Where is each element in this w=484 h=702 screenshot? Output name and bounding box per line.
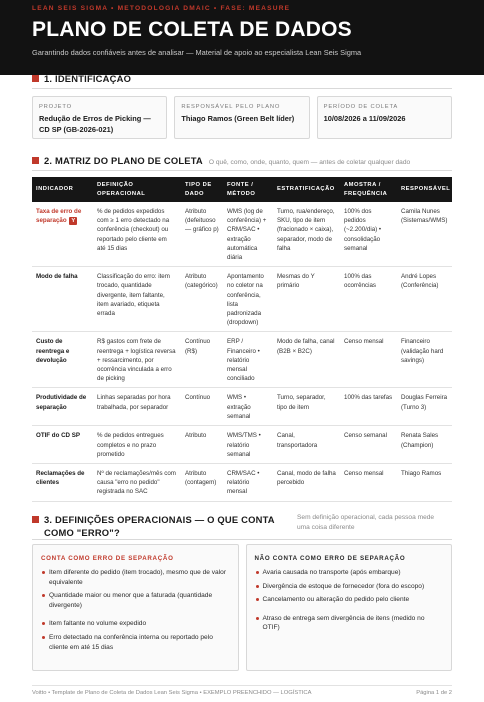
table-row: [32, 202, 452, 267]
type-cell: Atributo (categórico): [181, 267, 223, 332]
definition-cell: Nº de reclamações/mês com causa "erro no pedido" registrada no SAC: [93, 464, 181, 502]
indicator-cell: [32, 202, 93, 267]
panel-title: CONTA COMO ERRO DE SEPARAÇÃO: [41, 555, 174, 562]
source-cell: WMS (log de conferência) + CRM/SAC • extração automática diária: [223, 202, 273, 267]
owner-cell: Renata Sales (Champion): [397, 426, 452, 464]
list-item: Quantidade maior ou menor que a faturada (quantidade divergente): [41, 591, 230, 610]
section-title: 2. MATRIZ DO PLANO DE COLETA: [44, 155, 203, 166]
collection-matrix-table: [32, 177, 452, 502]
definition-cell: Linhas separadas por hora trabalhada, por separador: [93, 388, 181, 426]
sample-cell: Censo semanal: [340, 426, 397, 464]
footer-left: Voitto • Template de Plano de Coleta de Dados Lean Seis Sigma • EXEMPLO PREENCHIDO — LOGÍSTICA: [32, 690, 312, 696]
list-item: Cancelamento ou alteração do pedido pelo cliente: [255, 595, 444, 605]
sample-cell: Censo mensal: [340, 332, 397, 388]
indicator-cell: Produtividade de separação: [32, 388, 93, 426]
list-item: Erro detectado na conferência interna ou reportado pelo cliente em até 15 dias: [41, 633, 230, 652]
table-header-row: [32, 177, 452, 202]
column-header: TIPO DE DADO: [181, 177, 223, 202]
column-header: DEFINIÇÃO OPERACIONAL: [93, 177, 181, 202]
section-divider: [32, 88, 452, 89]
page-number: Página 1 de 2: [416, 690, 452, 696]
sample-cell: Censo mensal: [340, 464, 397, 502]
footer-divider: [32, 685, 452, 686]
page-header: [0, 0, 484, 75]
section-identificacao-heading: [32, 73, 131, 84]
card-periodo: [317, 96, 452, 139]
card-value: Redução de Erros de Picking — CD SP (GB-2026-021): [39, 114, 151, 134]
type-cell: Contínuo: [181, 388, 223, 426]
section-marker-icon: [32, 75, 39, 82]
sample-cell: 100% das ocorrências: [340, 267, 397, 332]
column-header: AMOSTRA / FREQUÊNCIA: [340, 177, 397, 202]
list-item: Atraso de entrega sem divergência de itens (medido no OTIF): [255, 614, 444, 633]
source-cell: ERP / Financeiro • relatório mensal conciliado: [223, 332, 273, 388]
type-cell: Atributo: [181, 426, 223, 464]
section-matriz-heading: [32, 155, 410, 166]
stratification-cell: Canal, modo de falha percebido: [273, 464, 340, 502]
operational-definitions: [32, 544, 452, 671]
table-row: [32, 464, 452, 502]
counts-list: [41, 568, 230, 652]
page-footer: [32, 690, 452, 696]
source-cell: WMS • extração semanal: [223, 388, 273, 426]
page-subtitle: Garantindo dados confiáveis antes de analisar — Material de apoio ao especialista Lean Seis Sigma: [32, 48, 362, 57]
section-marker-icon: [32, 157, 39, 164]
section-note: O quê, como, onde, quanto, quem — antes de coletar qualquer dado: [208, 159, 411, 166]
indicator-cell: Modo de falha: [32, 267, 93, 332]
owner-cell: Thiago Ramos: [397, 464, 452, 502]
section-note: Sem definição operacional, cada pessoa mede uma coisa diferente: [297, 514, 435, 531]
card-label: RESPONSÁVEL PELO PLANO: [181, 104, 281, 110]
card-projeto: [32, 96, 167, 139]
owner-cell: Camila Nunes (Sistemas/WMS): [397, 202, 452, 267]
definition-cell: R$ gastos com frete de reentrega + logística reversa + ressarcimento, por ocorrência vinculada a erro de picking: [93, 332, 181, 388]
stratification-cell: Turno, separador, tipo de item: [273, 388, 340, 426]
sample-cell: 100% dos pedidos (~2.200/dia) • consolidação semanal: [340, 202, 397, 267]
owner-cell: André Lopes (Conferência): [397, 267, 452, 332]
section-divider: [32, 170, 452, 171]
table-row: [32, 267, 452, 332]
stratification-cell: Modo de falha, canal (B2B × B2C): [273, 332, 340, 388]
source-cell: Apontamento no coletor na conferência, lista padronizada (dropdown): [223, 267, 273, 332]
section-definicoes-heading: [32, 513, 447, 539]
counts-as-error-panel: [32, 544, 239, 671]
card-value: Thiago Ramos (Green Belt líder): [181, 114, 295, 123]
stratification-cell: Turno, rua/endereço, SKU, tipo de item (fracionado × caixa), separador, modo de falha: [273, 202, 340, 267]
type-cell: Atributo (defeituoso — gráfico p): [181, 202, 223, 267]
header-kicker: LEAN SEIS SIGMA • METODOLOGIA DMAIC • FASE: MEASURE: [32, 5, 291, 12]
table-row: [32, 388, 452, 426]
indicator-cell: Reclamações de clientes: [32, 464, 93, 502]
type-cell: Contínuo (R$): [181, 332, 223, 388]
type-cell: Atributo (contagem): [181, 464, 223, 502]
sample-cell: 100% das tarefas: [340, 388, 397, 426]
card-responsavel: [174, 96, 309, 139]
indicator-cell: OTIF do CD SP: [32, 426, 93, 464]
table-row: [32, 332, 452, 388]
panel-title: NÃO CONTA COMO ERRO DE SEPARAÇÃO: [254, 555, 406, 562]
section-title: 3. DEFINIÇÕES OPERACIONAIS — O QUE CONTA COMO "ERRO"?: [44, 514, 275, 538]
list-item: Avaria causada no transporte (após embarque): [255, 568, 444, 578]
source-cell: CRM/SAC • relatório mensal: [223, 464, 273, 502]
stratification-cell: Mesmas do Y primário: [273, 267, 340, 332]
stratification-cell: Canal, transportadora: [273, 426, 340, 464]
table-row: [32, 426, 452, 464]
column-header: FONTE / MÉTODO: [223, 177, 273, 202]
section-divider: [32, 539, 452, 540]
not-counts-list: [255, 568, 444, 633]
definition-cell: % de pedidos expedidos com ≥ 1 erro detectado na conferência (checkout) ou reportado pelo cliente em até 15 dias: [93, 202, 181, 267]
column-header: RESPONSÁVEL: [397, 177, 452, 202]
identification-cards: [32, 96, 452, 139]
column-header: INDICADOR: [32, 177, 93, 202]
list-item: Divergência de estoque de fornecedor (fora do escopo): [255, 582, 444, 592]
column-header: ESTRATIFICAÇÃO: [273, 177, 340, 202]
owner-cell: Financeiro (validação hard savings): [397, 332, 452, 388]
section-marker-icon: [32, 516, 39, 523]
card-label: PERÍODO DE COLETA: [323, 104, 399, 110]
card-value: 10/08/2026 a 11/09/2026: [323, 114, 406, 123]
indicator-cell: Custo de reentrega e devolução: [32, 332, 93, 388]
indicator-name: Taxa de erro de separação: [36, 208, 82, 225]
definition-cell: Classificação do erro: item trocado, quantidade divergente, item faltante, item avariado, etiqueta errada: [93, 267, 181, 332]
source-cell: WMS/TMS • relatório semanal: [223, 426, 273, 464]
y-badge: Y: [71, 218, 76, 225]
definition-cell: % de pedidos entregues completos e no prazo prometido: [93, 426, 181, 464]
card-label: PROJETO: [39, 104, 72, 110]
list-item: Item diferente do pedido (item trocado), mesmo que de valor equivalente: [41, 568, 230, 587]
owner-cell: Douglas Ferreira (Turno 3): [397, 388, 452, 426]
page-title: PLANO DE COLETA DE DADOS: [32, 18, 352, 41]
list-item: Item faltante no volume expedido: [41, 619, 230, 629]
section-title: 1. IDENTIFICAÇÃO: [44, 73, 132, 84]
not-counts-as-error-panel: [246, 544, 453, 671]
